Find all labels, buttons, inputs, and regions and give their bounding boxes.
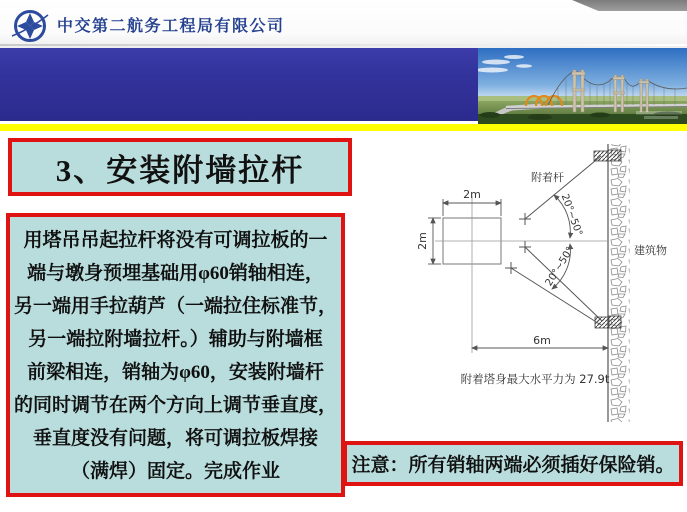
- warning-note-box: [343, 441, 683, 486]
- procedure-line: 另一端拉附墙拉杆。）辅助与附墙框: [28, 329, 323, 350]
- slide-title: 3、安装附墙拉杆: [55, 152, 305, 188]
- procedure-line: 用塔吊吊起拉杆将没有可调拉板的一: [23, 230, 328, 251]
- company-logo-icon: [10, 6, 50, 46]
- procedure-line: 的同时调节在两个方向上调节垂直度，: [13, 395, 337, 416]
- attachment-diagram: [357, 138, 687, 433]
- bridge-photo: [478, 48, 687, 124]
- procedure-text-box: [6, 213, 345, 497]
- building-label: 建筑物: [634, 244, 667, 257]
- company-name: 中交第二航务工程局有限公司: [57, 18, 285, 35]
- procedure-line: 端与墩身预埋基础用φ60销轴相连，: [27, 263, 324, 284]
- angle-lower-label: 20°~50°: [543, 245, 577, 289]
- dimension-top-label: 2m: [463, 188, 481, 201]
- diagram-caption: 附着塔身最大水平力为 27.9t: [460, 372, 610, 386]
- building-wall-hatch: [609, 144, 630, 422]
- dimension-bottom-label: 6m: [533, 334, 551, 347]
- procedure-line: 另一端用手拉葫芦（一端拉住标准节，: [13, 296, 337, 317]
- procedure-line: 前梁相连，销轴为φ60，安装附墙杆: [27, 362, 324, 383]
- pin-markers: [505, 213, 531, 274]
- header-divider: [0, 44, 687, 46]
- rod-label: 附着杆: [531, 171, 564, 184]
- procedure-line: （满焊）固定。完成作业: [70, 461, 280, 482]
- banner-blue-band: [0, 48, 478, 121]
- angle-upper-label: 20°~50°: [558, 192, 585, 238]
- procedure-line: 垂直度没有问题，将可调拉板焊接: [32, 428, 318, 449]
- slide-title-box: [8, 138, 352, 196]
- bridge-photo-image: [478, 48, 687, 124]
- dimension-left-label: 2m: [416, 232, 429, 250]
- yellow-divider-strip: [0, 124, 687, 131]
- warning-note: 注意：所有销轴两端必须插好保险销。: [351, 455, 675, 476]
